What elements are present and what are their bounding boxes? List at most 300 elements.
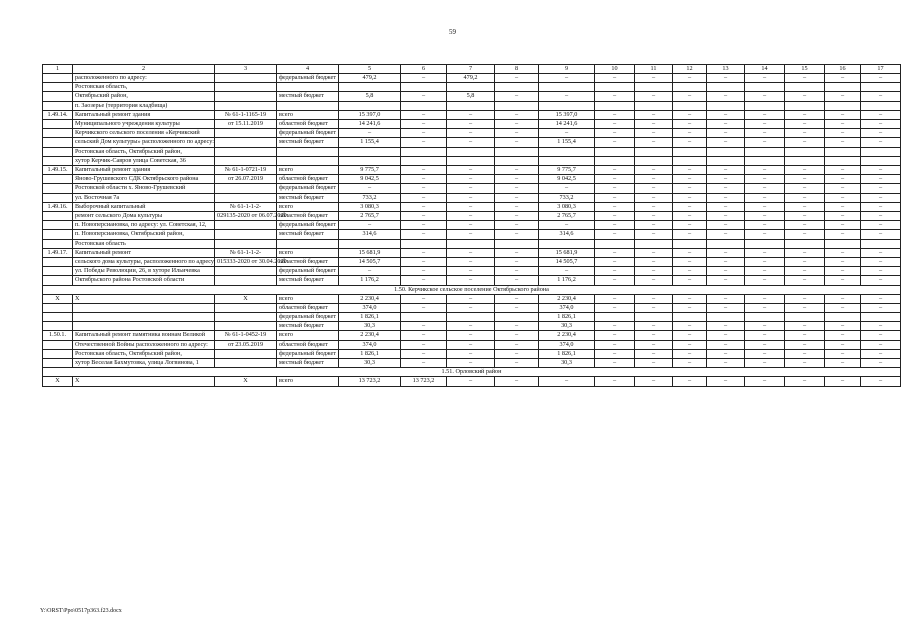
amount-cell: –	[635, 120, 673, 129]
amount-cell	[673, 313, 707, 322]
amount-cell: –	[401, 303, 447, 312]
amount-cell: –	[401, 184, 447, 193]
amount-cell: –	[401, 92, 447, 101]
amount-cell	[825, 101, 861, 110]
amount-cell: 9 775,7	[339, 166, 401, 175]
amount-cell: –	[673, 303, 707, 312]
amount-cell: –	[673, 340, 707, 349]
document-ref-cell	[215, 138, 277, 147]
amount-cell: –	[825, 193, 861, 202]
amount-cell: –	[401, 175, 447, 184]
table-row	[43, 331, 901, 340]
amount-cell: –	[635, 138, 673, 147]
amount-cell	[401, 313, 447, 322]
amount-cell: 30,3	[339, 322, 401, 331]
amount-cell: –	[785, 212, 825, 221]
amount-cell: –	[401, 212, 447, 221]
amount-cell: –	[635, 331, 673, 340]
amount-cell: –	[707, 110, 745, 119]
amount-cell: –	[635, 258, 673, 267]
item-number-cell: 1.49.15.	[43, 166, 73, 175]
table-row	[43, 294, 901, 303]
amount-cell: –	[635, 267, 673, 276]
amount-cell	[539, 83, 595, 92]
item-number-cell	[43, 101, 73, 110]
amount-cell: –	[861, 120, 901, 129]
amount-cell: –	[861, 331, 901, 340]
amount-cell	[785, 147, 825, 156]
amount-cell: –	[861, 258, 901, 267]
funding-source-cell: местный бюджет	[277, 92, 339, 101]
amount-cell: –	[785, 303, 825, 312]
amount-cell: –	[745, 258, 785, 267]
amount-cell: 13 723,2	[401, 377, 447, 386]
amount-cell: –	[825, 322, 861, 331]
document-ref-cell	[215, 267, 277, 276]
amount-cell: –	[635, 129, 673, 138]
amount-cell	[339, 239, 401, 248]
object-name-cell: Яново-Грушевского СДК Октябрьского района	[73, 175, 215, 184]
amount-cell: –	[495, 377, 539, 386]
amount-cell: –	[339, 184, 401, 193]
amount-cell: –	[785, 120, 825, 129]
object-name-cell	[73, 303, 215, 312]
amount-cell	[635, 313, 673, 322]
amount-cell: 9 775,7	[539, 166, 595, 175]
amount-cell: –	[595, 340, 635, 349]
amount-cell	[861, 83, 901, 92]
amount-cell: 1 155,4	[539, 138, 595, 147]
document-ref-cell: от 26.07.2019	[215, 175, 277, 184]
amount-cell	[861, 156, 901, 165]
amount-cell: –	[495, 110, 539, 119]
object-name-cell: ул. Восточная 7а	[73, 193, 215, 202]
section-heading-row	[43, 368, 901, 377]
funding-source-cell	[277, 239, 339, 248]
document-ref-cell	[215, 276, 277, 285]
amount-cell: –	[447, 294, 495, 303]
amount-cell: –	[785, 322, 825, 331]
object-name-cell: Отечественной Войны расположенного по адресу:	[73, 340, 215, 349]
document-ref-cell: 029135-2020 от 06.07.2020	[215, 212, 277, 221]
amount-cell: –	[745, 138, 785, 147]
amount-cell: –	[673, 294, 707, 303]
amount-cell: –	[861, 377, 901, 386]
amount-cell: 733,2	[339, 193, 401, 202]
amount-cell	[595, 101, 635, 110]
amount-cell: –	[825, 331, 861, 340]
amount-cell: –	[673, 212, 707, 221]
amount-cell: –	[595, 129, 635, 138]
amount-cell	[401, 156, 447, 165]
amount-cell: –	[825, 340, 861, 349]
amount-cell: –	[825, 175, 861, 184]
amount-cell: 5,8	[339, 92, 401, 101]
amount-cell: –	[861, 340, 901, 349]
funding-source-cell: федеральный бюджет	[277, 267, 339, 276]
funding-source-cell: всего	[277, 294, 339, 303]
amount-cell: –	[707, 340, 745, 349]
object-name-cell: п. Новоперсиановка, Октябрьский район,	[73, 230, 215, 239]
amount-cell: –	[785, 202, 825, 211]
object-name-cell: Капитальный ремонт здания	[73, 110, 215, 119]
amount-cell: –	[673, 221, 707, 230]
amount-cell	[673, 239, 707, 248]
amount-cell	[785, 83, 825, 92]
amount-cell: –	[785, 221, 825, 230]
funding-source-cell: федеральный бюджет	[277, 313, 339, 322]
item-number-cell	[43, 83, 73, 92]
amount-cell	[495, 83, 539, 92]
amount-cell: –	[673, 120, 707, 129]
amount-cell: –	[447, 193, 495, 202]
amount-cell: –	[401, 74, 447, 83]
amount-cell: –	[447, 248, 495, 257]
amount-cell: 15 681,9	[539, 248, 595, 257]
amount-cell	[595, 313, 635, 322]
amount-cell: –	[785, 267, 825, 276]
amount-cell: –	[745, 184, 785, 193]
table-row	[43, 101, 901, 110]
amount-cell: –	[745, 322, 785, 331]
amount-cell: 14 505,7	[339, 258, 401, 267]
amount-cell: –	[745, 349, 785, 358]
amount-cell: –	[539, 267, 595, 276]
amount-cell: –	[447, 129, 495, 138]
amount-cell: –	[635, 322, 673, 331]
amount-cell: –	[495, 202, 539, 211]
item-number-cell	[43, 239, 73, 248]
amount-cell: –	[401, 166, 447, 175]
table-row	[43, 129, 901, 138]
amount-cell: –	[707, 294, 745, 303]
amount-cell: –	[861, 110, 901, 119]
column-header: 12	[673, 65, 707, 74]
amount-cell: –	[495, 221, 539, 230]
amount-cell: –	[673, 74, 707, 83]
amount-cell: –	[861, 230, 901, 239]
amount-cell: 15 681,9	[339, 248, 401, 257]
file-path-footer: Y:\ORST\Ppo\0517p363.f23.docx	[40, 608, 122, 614]
amount-cell: –	[595, 110, 635, 119]
funding-source-cell: областной бюджет	[277, 258, 339, 267]
amount-cell: –	[447, 276, 495, 285]
table-row	[43, 359, 901, 368]
amount-cell: –	[861, 74, 901, 83]
funding-source-cell: местный бюджет	[277, 322, 339, 331]
amount-cell: 30,3	[539, 322, 595, 331]
amount-cell: 30,3	[339, 359, 401, 368]
amount-cell: –	[401, 138, 447, 147]
amount-cell: –	[785, 248, 825, 257]
amount-cell: –	[673, 349, 707, 358]
amount-cell: –	[495, 166, 539, 175]
amount-cell: –	[707, 129, 745, 138]
funding-source-cell: областной бюджет	[277, 212, 339, 221]
amount-cell: –	[447, 349, 495, 358]
amount-cell: 1 176,2	[339, 276, 401, 285]
amount-cell	[401, 101, 447, 110]
amount-cell: –	[495, 138, 539, 147]
amount-cell: –	[635, 92, 673, 101]
amount-cell: –	[447, 267, 495, 276]
table-row	[43, 138, 901, 147]
amount-cell: –	[861, 267, 901, 276]
amount-cell: –	[785, 258, 825, 267]
document-ref-cell: Х	[215, 294, 277, 303]
document-ref-cell	[215, 147, 277, 156]
amount-cell: –	[447, 230, 495, 239]
amount-cell: –	[707, 230, 745, 239]
amount-cell: –	[595, 166, 635, 175]
amount-cell	[707, 147, 745, 156]
funding-source-cell	[277, 83, 339, 92]
funding-source-cell	[277, 101, 339, 110]
table-row	[43, 258, 901, 267]
amount-cell: –	[447, 359, 495, 368]
object-name-cell: п. Заозерье (территория кладбища)	[73, 101, 215, 110]
amount-cell: –	[785, 340, 825, 349]
amount-cell: –	[707, 248, 745, 257]
document-ref-cell	[215, 313, 277, 322]
amount-cell: –	[745, 175, 785, 184]
document-ref-cell: № 61-1-1-2-	[215, 202, 277, 211]
object-name-cell: Ростовской области х. Яново-Грушевский	[73, 184, 215, 193]
table-row	[43, 313, 901, 322]
amount-cell: –	[673, 184, 707, 193]
object-name-cell: Капитальный ремонт здания	[73, 166, 215, 175]
item-number-cell: Х	[43, 294, 73, 303]
table-row	[43, 166, 901, 175]
amount-cell: –	[785, 349, 825, 358]
object-name-cell	[73, 313, 215, 322]
amount-cell: –	[595, 221, 635, 230]
object-name-cell: сельского дома культуры, расположенного по адресу:	[73, 258, 215, 267]
column-header: 14	[745, 65, 785, 74]
object-name-cell: Керчикского сельского поселения «Керчикский	[73, 129, 215, 138]
amount-cell: –	[401, 294, 447, 303]
item-number-cell	[43, 303, 73, 312]
funding-source-cell: местный бюджет	[277, 230, 339, 239]
column-header: 6	[401, 65, 447, 74]
amount-cell: –	[539, 377, 595, 386]
object-name-cell: хутор Керчик-Савров улица Советская, 36	[73, 156, 215, 165]
funding-source-cell: федеральный бюджет	[277, 221, 339, 230]
amount-cell	[707, 101, 745, 110]
funding-source-cell: всего	[277, 166, 339, 175]
section-heading: 1.50. Керчикское сельское поселение Октябрьского района	[43, 285, 901, 294]
amount-cell: –	[339, 267, 401, 276]
amount-cell: –	[447, 138, 495, 147]
amount-cell	[635, 83, 673, 92]
amount-cell: –	[495, 303, 539, 312]
item-number-cell	[43, 74, 73, 83]
amount-cell: –	[825, 221, 861, 230]
table-row	[43, 184, 901, 193]
amount-cell: –	[495, 230, 539, 239]
amount-cell	[401, 147, 447, 156]
object-name-cell: п. Новоперсиановка, по адресу: ул. Советская, 12,	[73, 221, 215, 230]
document-ref-cell	[215, 239, 277, 248]
object-name-cell: Ростовская область, Октябрьский район,	[73, 349, 215, 358]
column-number-header	[43, 65, 901, 74]
amount-cell: –	[825, 349, 861, 358]
amount-cell: –	[495, 294, 539, 303]
document-ref-cell	[215, 92, 277, 101]
column-header: 15	[785, 65, 825, 74]
amount-cell: –	[447, 340, 495, 349]
amount-cell: –	[401, 322, 447, 331]
object-name-cell: хутор Веселая Бахмутовка, улица Логвинова, 1	[73, 359, 215, 368]
amount-cell: –	[495, 276, 539, 285]
amount-cell: –	[825, 267, 861, 276]
object-name-cell: Ростовская область	[73, 239, 215, 248]
amount-cell: –	[707, 258, 745, 267]
amount-cell: –	[745, 359, 785, 368]
amount-cell: –	[785, 230, 825, 239]
column-header: 2	[73, 65, 215, 74]
amount-cell: –	[401, 248, 447, 257]
amount-cell	[745, 101, 785, 110]
table-row	[43, 221, 901, 230]
item-number-cell	[43, 138, 73, 147]
table-row	[43, 239, 901, 248]
funding-source-cell: областной бюджет	[277, 120, 339, 129]
column-header: 11	[635, 65, 673, 74]
amount-cell	[745, 83, 785, 92]
amount-cell	[635, 147, 673, 156]
amount-cell: –	[861, 166, 901, 175]
amount-cell: 2 765,7	[339, 212, 401, 221]
amount-cell: –	[339, 221, 401, 230]
funding-source-cell: федеральный бюджет	[277, 74, 339, 83]
table-row	[43, 92, 901, 101]
amount-cell: –	[595, 258, 635, 267]
amount-cell	[539, 147, 595, 156]
amount-cell: –	[745, 120, 785, 129]
amount-cell: –	[495, 359, 539, 368]
amount-cell: –	[495, 120, 539, 129]
amount-cell: –	[745, 276, 785, 285]
amount-cell: –	[861, 212, 901, 221]
item-number-cell	[43, 212, 73, 221]
document-ref-cell	[215, 221, 277, 230]
amount-cell: –	[635, 230, 673, 239]
amount-cell: –	[825, 110, 861, 119]
amount-cell: –	[673, 230, 707, 239]
amount-cell: –	[707, 276, 745, 285]
object-name-cell: сельский Дом культуры» расположенного по адресу:	[73, 138, 215, 147]
amount-cell: 1 826,1	[339, 313, 401, 322]
amount-cell	[785, 239, 825, 248]
item-number-cell	[43, 359, 73, 368]
table-row	[43, 74, 901, 83]
funding-source-cell: всего	[277, 248, 339, 257]
amount-cell: –	[447, 110, 495, 119]
amount-cell	[539, 156, 595, 165]
table-row	[43, 377, 901, 386]
document-ref-cell: № 61-1-1165-19	[215, 110, 277, 119]
amount-cell: –	[495, 340, 539, 349]
table-row	[43, 230, 901, 239]
amount-cell: 14 505,7	[539, 258, 595, 267]
amount-cell: –	[707, 377, 745, 386]
document-ref-cell: Х	[215, 377, 277, 386]
amount-cell: –	[707, 74, 745, 83]
amount-cell: –	[401, 193, 447, 202]
amount-cell: 479,2	[447, 74, 495, 83]
amount-cell: –	[401, 258, 447, 267]
amount-cell: –	[495, 248, 539, 257]
amount-cell: –	[539, 74, 595, 83]
amount-cell: –	[861, 175, 901, 184]
item-number-cell	[43, 147, 73, 156]
amount-cell	[825, 83, 861, 92]
table-row	[43, 156, 901, 165]
table-row	[43, 175, 901, 184]
amount-cell: –	[495, 92, 539, 101]
item-number-cell	[43, 156, 73, 165]
amount-cell	[339, 83, 401, 92]
amount-cell	[339, 101, 401, 110]
amount-cell	[745, 313, 785, 322]
amount-cell: 314,6	[539, 230, 595, 239]
object-name-cell: ремонт сельского Дома культуры	[73, 212, 215, 221]
object-name-cell: Октябрьский район,	[73, 92, 215, 101]
column-header: 5	[339, 65, 401, 74]
item-number-cell	[43, 322, 73, 331]
funding-source-cell: местный бюджет	[277, 276, 339, 285]
document-ref-cell	[215, 230, 277, 239]
amount-cell	[861, 147, 901, 156]
amount-cell: –	[745, 294, 785, 303]
column-header: 1	[43, 65, 73, 74]
document-ref-cell: № 61-1-0721-19	[215, 166, 277, 175]
amount-cell: –	[635, 221, 673, 230]
amount-cell: –	[707, 184, 745, 193]
amount-cell: –	[635, 110, 673, 119]
funding-source-cell: федеральный бюджет	[277, 184, 339, 193]
amount-cell: 2 230,4	[539, 294, 595, 303]
amount-cell: –	[673, 193, 707, 202]
amount-cell: –	[447, 221, 495, 230]
funding-source-cell: местный бюджет	[277, 359, 339, 368]
amount-cell	[745, 156, 785, 165]
amount-cell: –	[707, 166, 745, 175]
amount-cell: –	[707, 303, 745, 312]
object-name-cell: Капитальный ремонт	[73, 248, 215, 257]
amount-cell: –	[745, 340, 785, 349]
amount-cell	[861, 313, 901, 322]
amount-cell: 14 241,6	[539, 120, 595, 129]
amount-cell: 5,8	[447, 92, 495, 101]
table-row	[43, 267, 901, 276]
amount-cell: –	[635, 202, 673, 211]
item-number-cell	[43, 184, 73, 193]
amount-cell: –	[495, 193, 539, 202]
amount-cell: –	[401, 202, 447, 211]
amount-cell: –	[673, 322, 707, 331]
item-number-cell	[43, 175, 73, 184]
amount-cell: –	[635, 294, 673, 303]
amount-cell: –	[595, 331, 635, 340]
amount-cell	[495, 156, 539, 165]
amount-cell: –	[635, 166, 673, 175]
amount-cell: –	[635, 193, 673, 202]
amount-cell: –	[825, 377, 861, 386]
amount-cell	[495, 101, 539, 110]
amount-cell: –	[495, 258, 539, 267]
